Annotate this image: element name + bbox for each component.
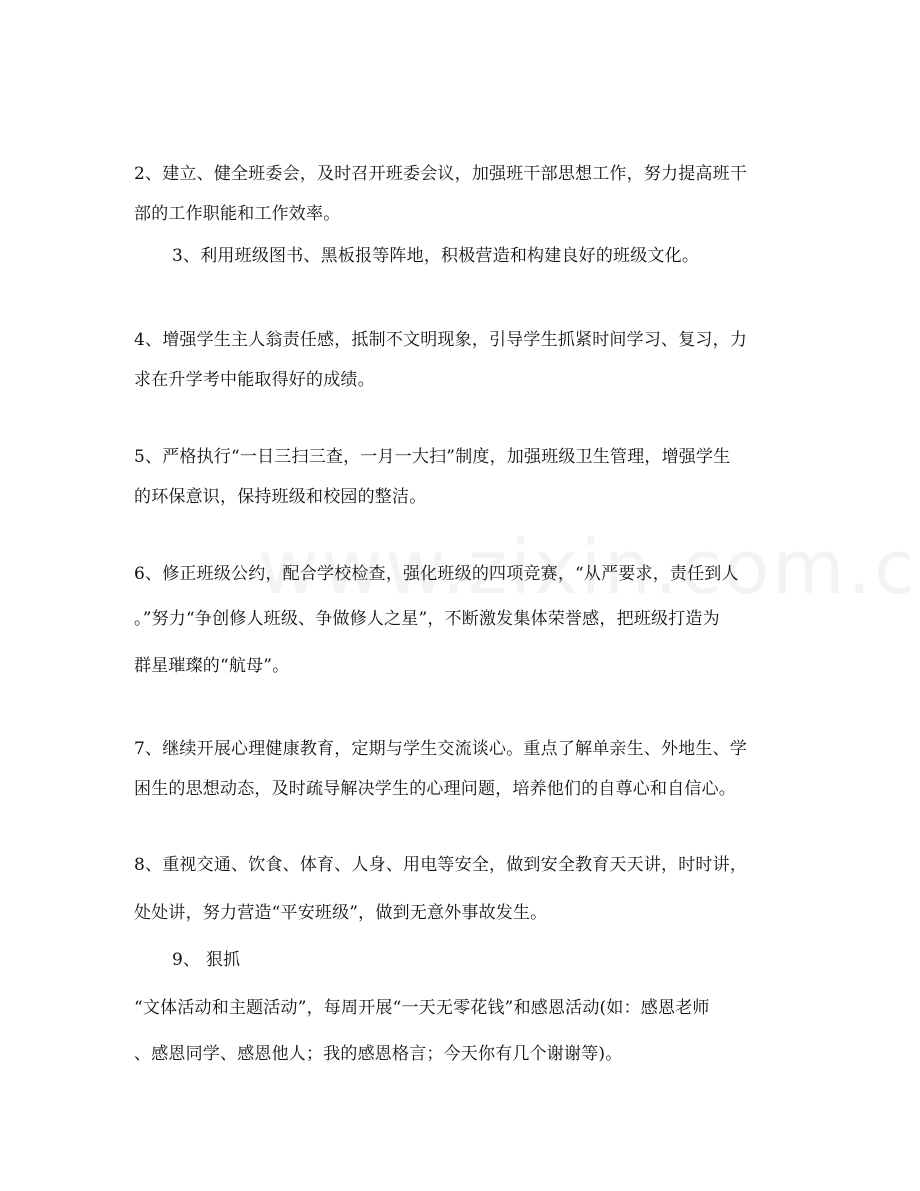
paragraph-4-line-1: 4、增强学生主人翁责任感，抵制不文明现象，引导学生抓紧时间学习、复习，力 [134,330,748,350]
paragraph-9-line-2: “文体活动和主题活动”，每周开展“一天无零花钱”和感恩活动(如：感恩老师 [134,998,710,1018]
paragraph-6-line-1: 6、修正班级公约，配合学校检查，强化班级的四项竞赛，“从严要求，责任到人 [134,564,739,584]
paragraph-9-line-3: 、感恩同学、感恩他人；我的感恩格言；今天你有几个谢谢等)。 [134,1044,623,1064]
paragraph-2-line-1: 2、建立、健全班委会，及时召开班委会议，加强班干部思想工作，努力提高班干 [134,164,748,184]
paragraph-2-line-2: 部的工作职能和工作效率。 [134,204,341,224]
paragraph-5-line-1: 5、严格执行“一日三扫三查，一月一大扫”制度，加强班级卫生管理，增强学生 [134,447,731,467]
paragraph-8-line-2: 处处讲，努力营造“平安班级”，做到无意外事故发生。 [134,903,548,923]
paragraph-7-line-1: 7、继续开展心理健康教育，定期与学生交流谈心。重点了解单亲生、外地生、学 [134,739,748,759]
paragraph-9-line-1: 9、 狠抓 [172,950,241,970]
paragraph-6-line-2: 。”努力“争创修人班级、争做修人之星”，不断激发集体荣誉感，把班级打造为 [134,609,720,629]
paragraph-5-line-2: 的环保意识，保持班级和校园的整洁。 [134,487,427,507]
paragraph-8-line-1: 8、重视交通、饮食、体育、人身、用电等安全，做到安全教育天天讲，时时讲， [134,855,748,875]
paragraph-4-line-2: 求在升学考中能取得好的成绩。 [134,370,375,390]
paragraph-7-line-2: 困生的思想动态，及时疏导解决学生的心理问题，培养他们的自尊心和自信心。 [134,779,736,799]
paragraph-3-line-1: 3、利用班级图书、黑板报等阵地，积极营造和构建良好的班级文化。 [172,246,700,266]
paragraph-6-line-3: 群星璀璨的“航母”。 [134,656,290,676]
